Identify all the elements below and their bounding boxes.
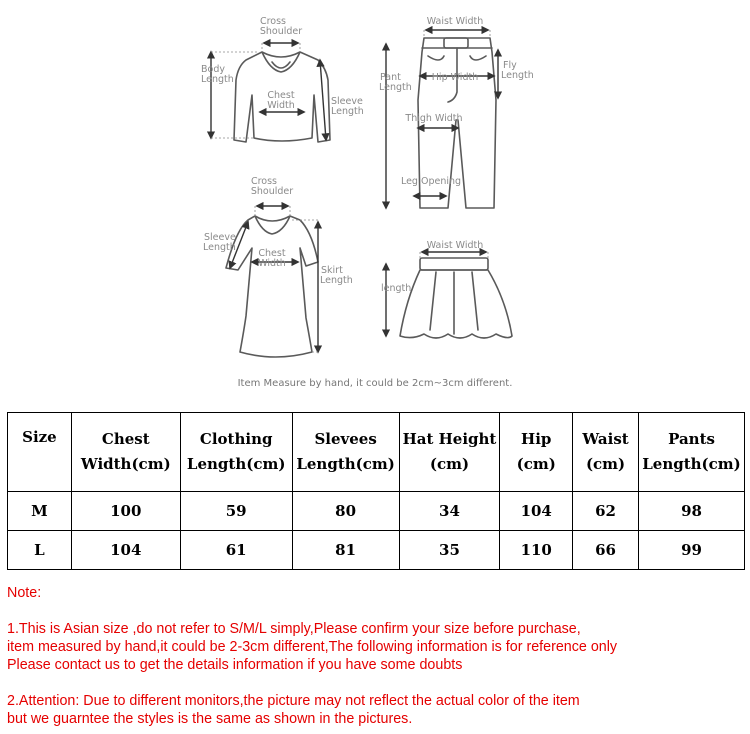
label-body-length: Body Length	[201, 64, 234, 85]
cell-size: L	[8, 531, 72, 570]
cell-chest-width: 104	[71, 531, 180, 570]
label-pant-length: Pant Length	[379, 72, 412, 93]
header-hat-height: Hat Height (cm)	[399, 413, 500, 492]
label-skirt-length: Skirt Length	[320, 265, 353, 286]
dress-diagram	[203, 176, 353, 357]
label-thigh-width: Thigh Width	[405, 113, 463, 124]
header-size: Size	[8, 413, 72, 492]
label-dress-chest-width: Chest Width	[258, 248, 286, 269]
label-sleeve-length: Sleeve Length	[331, 96, 364, 117]
measurement-caption: Item Measure by hand, it could be 2cm~3cm different.	[237, 378, 513, 389]
note-line: Please contact us to get the details information if you have some doubts	[7, 657, 463, 673]
label-skirt-waist-width: Waist Width	[426, 240, 484, 251]
label-leg-opening: Leg Opening	[400, 176, 462, 187]
header-clothing-length: Clothing Length(cm)	[180, 413, 292, 492]
label-waist-width: Waist Width	[426, 16, 484, 27]
label-hip-width: Hip Width	[431, 72, 479, 83]
skirt-diagram	[381, 240, 512, 338]
cell-clothing-length: 59	[180, 492, 292, 531]
cell-size: M	[8, 492, 72, 531]
table-row	[8, 531, 745, 570]
note-line: but we guarntee the styles is the same as shown in the pictures.	[7, 711, 413, 727]
dress-icon	[226, 216, 318, 357]
cell-clothing-length: 61	[180, 531, 292, 570]
cell-waist: 66	[573, 531, 639, 570]
note-line: 1.This is Asian size ,do not refer to S/M/L simply,Please confirm your size before purchase,	[7, 621, 581, 637]
cell-sleeves-length: 81	[292, 531, 399, 570]
header-pants-length: Pants Length(cm)	[639, 413, 745, 492]
shirt-diagram	[201, 16, 364, 142]
table-header-row	[8, 413, 745, 492]
skirt-icon	[400, 258, 512, 338]
cell-chest-width: 100	[71, 492, 180, 531]
cell-pants-length: 98	[639, 492, 745, 531]
cell-sleeves-length: 80	[292, 492, 399, 531]
cell-hat-height: 34	[399, 492, 500, 531]
cell-hat-height: 35	[399, 531, 500, 570]
cell-pants-length: 99	[639, 531, 745, 570]
cell-waist: 62	[573, 492, 639, 531]
pants-diagram	[379, 16, 534, 208]
label-fly-length: Fly Length	[501, 60, 534, 81]
label-skirt-length-measure: length	[381, 283, 412, 294]
header-chest-width: Chest Width(cm)	[71, 413, 180, 492]
size-table	[7, 412, 745, 570]
table-row	[8, 492, 745, 531]
label-chest-width: Chest Width	[267, 90, 295, 111]
note-line: item measured by hand,it could be 2-3cm different,The following information is for reference only	[7, 639, 618, 655]
notes-title: Note:	[7, 585, 42, 601]
header-waist: Waist (cm)	[573, 413, 639, 492]
header-hip: Hip (cm)	[500, 413, 573, 492]
label-dress-cross-shoulder: Cross Shoulder	[250, 176, 294, 197]
cell-hip: 104	[500, 492, 573, 531]
cell-hip: 110	[500, 531, 573, 570]
header-sleeves-length: Slevees Length(cm)	[292, 413, 399, 492]
label-dress-sleeve-length: Sleeve Length	[203, 232, 236, 253]
note-line: 2.Attention: Due to different monitors,the picture may not reflect the actual color of the item	[7, 693, 580, 709]
notes-section	[7, 584, 747, 728]
label-cross-shoulder: Cross Shoulder	[259, 16, 303, 37]
